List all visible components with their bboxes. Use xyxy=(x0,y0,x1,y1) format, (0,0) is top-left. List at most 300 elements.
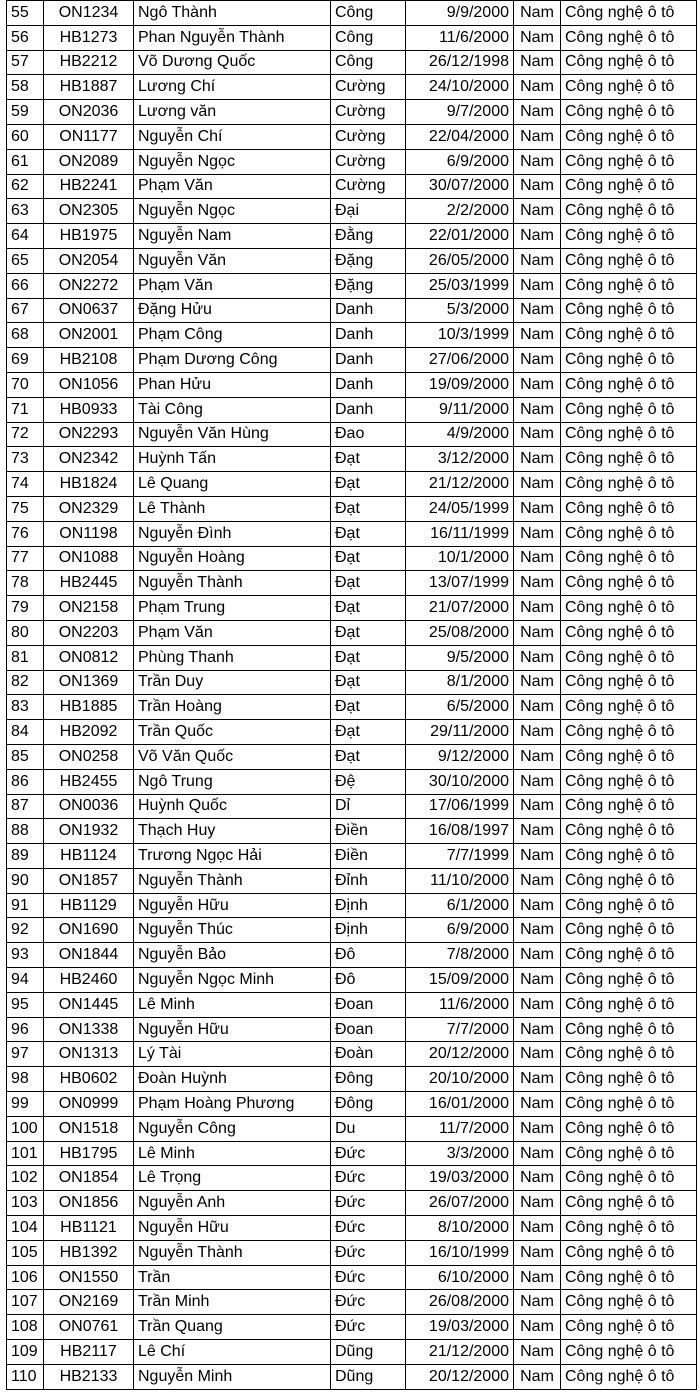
date-of-birth-cell: 19/03/2000 xyxy=(406,1315,514,1340)
given-name-cell: Đạt xyxy=(331,521,406,546)
student-code-cell: HB1795 xyxy=(44,1141,134,1166)
student-code-cell: ON1234 xyxy=(44,1,134,26)
gender-cell: Nam xyxy=(514,224,561,249)
student-code-cell: ON1445 xyxy=(44,992,134,1017)
family-middle-name-cell: Lê Minh xyxy=(134,992,331,1017)
student-code-cell: HB2117 xyxy=(44,1340,134,1365)
row-number-cell: 108 xyxy=(7,1315,44,1340)
table-row xyxy=(7,645,697,670)
given-name-cell: Điền xyxy=(331,819,406,844)
given-name-cell: Danh xyxy=(331,348,406,373)
given-name-cell: Đoan xyxy=(331,1017,406,1042)
given-name-cell: Đoàn xyxy=(331,1042,406,1067)
row-number-cell: 72 xyxy=(7,422,44,447)
family-middle-name-cell: Lê Trọng xyxy=(134,1166,331,1191)
gender-cell: Nam xyxy=(514,422,561,447)
student-code-cell: HB2108 xyxy=(44,348,134,373)
student-code-cell: HB2241 xyxy=(44,174,134,199)
major-cell: Công nghệ ô tô xyxy=(561,1,697,26)
gender-cell: Nam xyxy=(514,769,561,794)
table-row xyxy=(7,372,697,397)
student-code-cell: ON1932 xyxy=(44,819,134,844)
family-middle-name-cell: Nguyễn Minh xyxy=(134,1364,331,1389)
major-cell: Công nghệ ô tô xyxy=(561,496,697,521)
student-code-cell: HB1887 xyxy=(44,75,134,100)
student-code-cell: HB0933 xyxy=(44,397,134,422)
family-middle-name-cell: Võ Văn Quốc xyxy=(134,744,331,769)
row-number-cell: 104 xyxy=(7,1216,44,1241)
major-cell: Công nghệ ô tô xyxy=(561,943,697,968)
family-middle-name-cell: Huỳnh Quốc xyxy=(134,794,331,819)
given-name-cell: Đức xyxy=(331,1315,406,1340)
gender-cell: Nam xyxy=(514,174,561,199)
table-row xyxy=(7,943,697,968)
major-cell: Công nghệ ô tô xyxy=(561,348,697,373)
gender-cell: Nam xyxy=(514,918,561,943)
row-number-cell: 65 xyxy=(7,248,44,273)
gender-cell: Nam xyxy=(514,1116,561,1141)
gender-cell: Nam xyxy=(514,472,561,497)
row-number-cell: 68 xyxy=(7,323,44,348)
date-of-birth-cell: 9/12/2000 xyxy=(406,744,514,769)
family-middle-name-cell: Võ Dương Quốc xyxy=(134,50,331,75)
table-row xyxy=(7,596,697,621)
given-name-cell: Dũng xyxy=(331,1340,406,1365)
family-middle-name-cell: Phạm Văn xyxy=(134,273,331,298)
table-row xyxy=(7,1166,697,1191)
given-name-cell: Đức xyxy=(331,1191,406,1216)
given-name-cell: Đạt xyxy=(331,620,406,645)
student-code-cell: ON2036 xyxy=(44,100,134,125)
gender-cell: Nam xyxy=(514,1191,561,1216)
student-code-cell: ON2001 xyxy=(44,323,134,348)
table-row xyxy=(7,819,697,844)
gender-cell: Nam xyxy=(514,720,561,745)
major-cell: Công nghệ ô tô xyxy=(561,968,697,993)
gender-cell: Nam xyxy=(514,397,561,422)
row-number-cell: 95 xyxy=(7,992,44,1017)
family-middle-name-cell: Nguyễn Văn xyxy=(134,248,331,273)
family-middle-name-cell: Nguyễn Hữu xyxy=(134,1216,331,1241)
family-middle-name-cell: Trần Quốc xyxy=(134,720,331,745)
given-name-cell: Đoan xyxy=(331,992,406,1017)
family-middle-name-cell: Phạm Hoàng Phương xyxy=(134,1092,331,1117)
table-row xyxy=(7,620,697,645)
given-name-cell: Cường xyxy=(331,100,406,125)
student-code-cell: ON0258 xyxy=(44,744,134,769)
row-number-cell: 100 xyxy=(7,1116,44,1141)
family-middle-name-cell: Trần Hoàng xyxy=(134,695,331,720)
date-of-birth-cell: 21/12/2000 xyxy=(406,1340,514,1365)
table-row xyxy=(7,1265,697,1290)
major-cell: Công nghệ ô tô xyxy=(561,75,697,100)
gender-cell: Nam xyxy=(514,100,561,125)
student-code-cell: ON1338 xyxy=(44,1017,134,1042)
student-table-body xyxy=(7,1,697,1390)
gender-cell: Nam xyxy=(514,521,561,546)
student-code-cell: HB2455 xyxy=(44,769,134,794)
gender-cell: Nam xyxy=(514,546,561,571)
table-row xyxy=(7,720,697,745)
student-code-cell: HB0602 xyxy=(44,1067,134,1092)
row-number-cell: 82 xyxy=(7,670,44,695)
date-of-birth-cell: 25/08/2000 xyxy=(406,620,514,645)
student-code-cell: ON2329 xyxy=(44,496,134,521)
major-cell: Công nghệ ô tô xyxy=(561,1166,697,1191)
row-number-cell: 79 xyxy=(7,596,44,621)
gender-cell: Nam xyxy=(514,1216,561,1241)
date-of-birth-cell: 5/3/2000 xyxy=(406,298,514,323)
major-cell: Công nghệ ô tô xyxy=(561,372,697,397)
major-cell: Công nghệ ô tô xyxy=(561,50,697,75)
major-cell: Công nghệ ô tô xyxy=(561,794,697,819)
family-middle-name-cell: Phan Hửu xyxy=(134,372,331,397)
row-number-cell: 103 xyxy=(7,1191,44,1216)
row-number-cell: 61 xyxy=(7,149,44,174)
row-number-cell: 85 xyxy=(7,744,44,769)
family-middle-name-cell: Nguyễn Chí xyxy=(134,124,331,149)
given-name-cell: Danh xyxy=(331,323,406,348)
row-number-cell: 91 xyxy=(7,893,44,918)
gender-cell: Nam xyxy=(514,844,561,869)
given-name-cell: Đạt xyxy=(331,447,406,472)
gender-cell: Nam xyxy=(514,1315,561,1340)
gender-cell: Nam xyxy=(514,1092,561,1117)
family-middle-name-cell: Đặng Hửu xyxy=(134,298,331,323)
gender-cell: Nam xyxy=(514,1,561,26)
row-number-cell: 64 xyxy=(7,224,44,249)
table-row xyxy=(7,1364,697,1389)
student-code-cell: ON1177 xyxy=(44,124,134,149)
row-number-cell: 101 xyxy=(7,1141,44,1166)
given-name-cell: Đạt xyxy=(331,645,406,670)
table-row xyxy=(7,1191,697,1216)
date-of-birth-cell: 26/08/2000 xyxy=(406,1290,514,1315)
major-cell: Công nghệ ô tô xyxy=(561,670,697,695)
major-cell: Công nghệ ô tô xyxy=(561,1092,697,1117)
date-of-birth-cell: 16/11/1999 xyxy=(406,521,514,546)
given-name-cell: Dỉ xyxy=(331,794,406,819)
table-row xyxy=(7,472,697,497)
family-middle-name-cell: Huỳnh Tấn xyxy=(134,447,331,472)
student-code-cell: ON1088 xyxy=(44,546,134,571)
student-code-cell: ON1313 xyxy=(44,1042,134,1067)
gender-cell: Nam xyxy=(514,1240,561,1265)
table-row xyxy=(7,323,697,348)
table-row xyxy=(7,868,697,893)
given-name-cell: Đặng xyxy=(331,273,406,298)
date-of-birth-cell: 7/7/1999 xyxy=(406,844,514,869)
gender-cell: Nam xyxy=(514,496,561,521)
date-of-birth-cell: 26/05/2000 xyxy=(406,248,514,273)
table-row xyxy=(7,199,697,224)
student-code-cell: ON0812 xyxy=(44,645,134,670)
given-name-cell: Đức xyxy=(331,1290,406,1315)
gender-cell: Nam xyxy=(514,571,561,596)
given-name-cell: Đạt xyxy=(331,472,406,497)
major-cell: Công nghệ ô tô xyxy=(561,769,697,794)
date-of-birth-cell: 20/12/2000 xyxy=(406,1042,514,1067)
major-cell: Công nghệ ô tô xyxy=(561,744,697,769)
table-row xyxy=(7,25,697,50)
table-row xyxy=(7,1042,697,1067)
date-of-birth-cell: 30/10/2000 xyxy=(406,769,514,794)
major-cell: Công nghệ ô tô xyxy=(561,25,697,50)
given-name-cell: Đô xyxy=(331,943,406,968)
family-middle-name-cell: Phạm Trung xyxy=(134,596,331,621)
major-cell: Công nghệ ô tô xyxy=(561,546,697,571)
major-cell: Công nghệ ô tô xyxy=(561,1042,697,1067)
student-code-cell: ON1857 xyxy=(44,868,134,893)
family-middle-name-cell: Lý Tài xyxy=(134,1042,331,1067)
row-number-cell: 74 xyxy=(7,472,44,497)
given-name-cell: Du xyxy=(331,1116,406,1141)
major-cell: Công nghệ ô tô xyxy=(561,521,697,546)
date-of-birth-cell: 13/07/1999 xyxy=(406,571,514,596)
given-name-cell: Đệ xyxy=(331,769,406,794)
table-row xyxy=(7,100,697,125)
date-of-birth-cell: 11/6/2000 xyxy=(406,25,514,50)
date-of-birth-cell: 6/1/2000 xyxy=(406,893,514,918)
gender-cell: Nam xyxy=(514,248,561,273)
gender-cell: Nam xyxy=(514,298,561,323)
row-number-cell: 63 xyxy=(7,199,44,224)
major-cell: Công nghệ ô tô xyxy=(561,695,697,720)
row-number-cell: 94 xyxy=(7,968,44,993)
family-middle-name-cell: Trần Quang xyxy=(134,1315,331,1340)
major-cell: Công nghệ ô tô xyxy=(561,1315,697,1340)
student-code-cell: HB1129 xyxy=(44,893,134,918)
date-of-birth-cell: 19/09/2000 xyxy=(406,372,514,397)
student-code-cell: ON2293 xyxy=(44,422,134,447)
given-name-cell: Đạt xyxy=(331,546,406,571)
table-row xyxy=(7,1017,697,1042)
family-middle-name-cell: Tài Công xyxy=(134,397,331,422)
date-of-birth-cell: 2/2/2000 xyxy=(406,199,514,224)
given-name-cell: Cường xyxy=(331,149,406,174)
date-of-birth-cell: 3/3/2000 xyxy=(406,1141,514,1166)
table-row xyxy=(7,248,697,273)
family-middle-name-cell: Trần Duy xyxy=(134,670,331,695)
table-row xyxy=(7,224,697,249)
date-of-birth-cell: 16/08/1997 xyxy=(406,819,514,844)
date-of-birth-cell: 9/11/2000 xyxy=(406,397,514,422)
gender-cell: Nam xyxy=(514,75,561,100)
table-row xyxy=(7,273,697,298)
major-cell: Công nghệ ô tô xyxy=(561,1240,697,1265)
family-middle-name-cell: Nguyễn Ngọc xyxy=(134,149,331,174)
major-cell: Công nghệ ô tô xyxy=(561,199,697,224)
row-number-cell: 81 xyxy=(7,645,44,670)
major-cell: Công nghệ ô tô xyxy=(561,571,697,596)
date-of-birth-cell: 16/10/1999 xyxy=(406,1240,514,1265)
major-cell: Công nghệ ô tô xyxy=(561,397,697,422)
row-number-cell: 88 xyxy=(7,819,44,844)
date-of-birth-cell: 20/10/2000 xyxy=(406,1067,514,1092)
date-of-birth-cell: 7/8/2000 xyxy=(406,943,514,968)
gender-cell: Nam xyxy=(514,943,561,968)
date-of-birth-cell: 24/10/2000 xyxy=(406,75,514,100)
family-middle-name-cell: Phạm Công xyxy=(134,323,331,348)
student-code-cell: ON0637 xyxy=(44,298,134,323)
given-name-cell: Đạt xyxy=(331,744,406,769)
date-of-birth-cell: 25/03/1999 xyxy=(406,273,514,298)
family-middle-name-cell: Nguyễn Ngọc xyxy=(134,199,331,224)
family-middle-name-cell: Lê Chí xyxy=(134,1340,331,1365)
table-row xyxy=(7,844,697,869)
date-of-birth-cell: 27/06/2000 xyxy=(406,348,514,373)
major-cell: Công nghệ ô tô xyxy=(561,1290,697,1315)
table-row xyxy=(7,1,697,26)
date-of-birth-cell: 4/9/2000 xyxy=(406,422,514,447)
student-code-cell: ON2169 xyxy=(44,1290,134,1315)
family-middle-name-cell: Nguyễn Thành xyxy=(134,868,331,893)
family-middle-name-cell: Thạch Huy xyxy=(134,819,331,844)
row-number-cell: 90 xyxy=(7,868,44,893)
given-name-cell: Đỉnh xyxy=(331,868,406,893)
given-name-cell: Đức xyxy=(331,1240,406,1265)
table-row xyxy=(7,968,697,993)
major-cell: Công nghệ ô tô xyxy=(561,918,697,943)
row-number-cell: 102 xyxy=(7,1166,44,1191)
major-cell: Công nghệ ô tô xyxy=(561,1364,697,1389)
given-name-cell: Định xyxy=(331,893,406,918)
gender-cell: Nam xyxy=(514,199,561,224)
row-number-cell: 77 xyxy=(7,546,44,571)
given-name-cell: Đức xyxy=(331,1166,406,1191)
given-name-cell: Cường xyxy=(331,75,406,100)
row-number-cell: 86 xyxy=(7,769,44,794)
date-of-birth-cell: 24/05/1999 xyxy=(406,496,514,521)
family-middle-name-cell: Nguyễn Thúc xyxy=(134,918,331,943)
gender-cell: Nam xyxy=(514,25,561,50)
table-row xyxy=(7,422,697,447)
major-cell: Công nghệ ô tô xyxy=(561,1191,697,1216)
given-name-cell: Dũng xyxy=(331,1364,406,1389)
table-row xyxy=(7,75,697,100)
row-number-cell: 84 xyxy=(7,720,44,745)
date-of-birth-cell: 10/3/1999 xyxy=(406,323,514,348)
gender-cell: Nam xyxy=(514,695,561,720)
row-number-cell: 99 xyxy=(7,1092,44,1117)
gender-cell: Nam xyxy=(514,868,561,893)
table-row xyxy=(7,1340,697,1365)
family-middle-name-cell: Nguyễn Hữu xyxy=(134,893,331,918)
row-number-cell: 87 xyxy=(7,794,44,819)
family-middle-name-cell: Ngô Trung xyxy=(134,769,331,794)
date-of-birth-cell: 6/9/2000 xyxy=(406,149,514,174)
gender-cell: Nam xyxy=(514,794,561,819)
row-number-cell: 107 xyxy=(7,1290,44,1315)
student-code-cell: ON2203 xyxy=(44,620,134,645)
student-code-cell: HB2445 xyxy=(44,571,134,596)
row-number-cell: 80 xyxy=(7,620,44,645)
gender-cell: Nam xyxy=(514,1265,561,1290)
table-row xyxy=(7,695,697,720)
row-number-cell: 92 xyxy=(7,918,44,943)
student-code-cell: HB1824 xyxy=(44,472,134,497)
student-code-cell: HB1121 xyxy=(44,1216,134,1241)
date-of-birth-cell: 6/5/2000 xyxy=(406,695,514,720)
gender-cell: Nam xyxy=(514,1340,561,1365)
student-code-cell: ON0761 xyxy=(44,1315,134,1340)
gender-cell: Nam xyxy=(514,1042,561,1067)
given-name-cell: Công xyxy=(331,25,406,50)
table-row xyxy=(7,149,697,174)
row-number-cell: 106 xyxy=(7,1265,44,1290)
row-number-cell: 66 xyxy=(7,273,44,298)
family-middle-name-cell: Phùng Thanh xyxy=(134,645,331,670)
row-number-cell: 109 xyxy=(7,1340,44,1365)
table-row xyxy=(7,174,697,199)
gender-cell: Nam xyxy=(514,1364,561,1389)
given-name-cell: Đức xyxy=(331,1216,406,1241)
gender-cell: Nam xyxy=(514,1141,561,1166)
date-of-birth-cell: 17/06/1999 xyxy=(406,794,514,819)
table-row xyxy=(7,496,697,521)
row-number-cell: 96 xyxy=(7,1017,44,1042)
major-cell: Công nghệ ô tô xyxy=(561,273,697,298)
given-name-cell: Công xyxy=(331,1,406,26)
row-number-cell: 58 xyxy=(7,75,44,100)
given-name-cell: Đạt xyxy=(331,571,406,596)
family-middle-name-cell: Phạm Văn xyxy=(134,620,331,645)
major-cell: Công nghệ ô tô xyxy=(561,1216,697,1241)
table-row xyxy=(7,769,697,794)
row-number-cell: 59 xyxy=(7,100,44,125)
family-middle-name-cell: Nguyễn Nam xyxy=(134,224,331,249)
student-code-cell: ON2305 xyxy=(44,199,134,224)
date-of-birth-cell: 10/1/2000 xyxy=(406,546,514,571)
given-name-cell: Đại xyxy=(331,199,406,224)
family-middle-name-cell: Nguyễn Hữu xyxy=(134,1017,331,1042)
given-name-cell: Danh xyxy=(331,298,406,323)
gender-cell: Nam xyxy=(514,1017,561,1042)
student-code-cell: ON1198 xyxy=(44,521,134,546)
major-cell: Công nghệ ô tô xyxy=(561,992,697,1017)
table-row xyxy=(7,992,697,1017)
major-cell: Công nghệ ô tô xyxy=(561,1116,697,1141)
date-of-birth-cell: 26/07/2000 xyxy=(406,1191,514,1216)
given-name-cell: Cường xyxy=(331,124,406,149)
major-cell: Công nghệ ô tô xyxy=(561,819,697,844)
family-middle-name-cell: Phạm Dương Công xyxy=(134,348,331,373)
major-cell: Công nghệ ô tô xyxy=(561,248,697,273)
student-code-cell: HB2212 xyxy=(44,50,134,75)
family-middle-name-cell: Nguyễn Anh xyxy=(134,1191,331,1216)
major-cell: Công nghệ ô tô xyxy=(561,472,697,497)
row-number-cell: 97 xyxy=(7,1042,44,1067)
row-number-cell: 83 xyxy=(7,695,44,720)
date-of-birth-cell: 11/7/2000 xyxy=(406,1116,514,1141)
family-middle-name-cell: Trần xyxy=(134,1265,331,1290)
date-of-birth-cell: 7/7/2000 xyxy=(406,1017,514,1042)
family-middle-name-cell: Phạm Văn xyxy=(134,174,331,199)
given-name-cell: Đạt xyxy=(331,670,406,695)
given-name-cell: Đao xyxy=(331,422,406,447)
date-of-birth-cell: 3/12/2000 xyxy=(406,447,514,472)
table-row xyxy=(7,1141,697,1166)
gender-cell: Nam xyxy=(514,348,561,373)
row-number-cell: 69 xyxy=(7,348,44,373)
gender-cell: Nam xyxy=(514,893,561,918)
given-name-cell: Công xyxy=(331,50,406,75)
major-cell: Công nghệ ô tô xyxy=(561,1265,697,1290)
given-name-cell: Đức xyxy=(331,1141,406,1166)
row-number-cell: 70 xyxy=(7,372,44,397)
gender-cell: Nam xyxy=(514,50,561,75)
major-cell: Công nghệ ô tô xyxy=(561,224,697,249)
